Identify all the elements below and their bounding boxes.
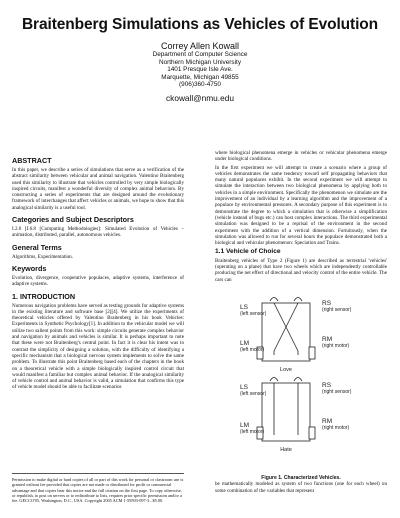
intro-text: Numerous navigation problems have served as testing grounds for adaptive systems in the existing literature and software base [2][4]. We utilize the experiments of theoretical vehicles offered by Valentino Braitenberg in his book Vehicles: Experiments in Synthetic Psychology[1]. In addition to the vehicular model we will utilize two salient points from this work: simple circuits generate complex behavior and navigation by animals and vehicles is similar. It is perhaps important to note that these were not Braitenberg's central point. In fact it is clear his intent was to contrast the simplicity of designing a solution, with the difficulty of identifying a specific mechanism that a biological nervous system implements to solve the same problem. To illustrate this point Braitenberg based each of the chapters in the book on a theoretical vehicle with a simple biologically inspired control circuit that would manifest a familiar but complex animal behavior. If the analogical similarity of vehicle control and animal behavior is valid, a simulation that confirms this type of vehicle model should be able to facilitate scenarios	[12, 302, 184, 391]
love-rs-label: RS	[322, 300, 332, 307]
figure-1	[240, 295, 390, 455]
love-lm-label: LM	[240, 340, 250, 347]
author-email[interactable]: ckowall@nmu.edu	[166, 92, 234, 103]
right-column	[215, 150, 387, 285]
love-rm-sub: (right motor)	[322, 343, 350, 349]
left-column	[12, 152, 184, 393]
hate-right-wheel	[309, 427, 315, 439]
terms-text: Algorithms, Experimentation.	[12, 253, 73, 260]
love-vehicle	[257, 298, 315, 362]
paper-header	[0, 0, 400, 103]
author-street: 1401 Presque Isle Ave.	[167, 66, 233, 74]
author-phone: (906)360-4750	[179, 81, 221, 89]
after-caption-text: be mathematically modeled as system of two functions (one for each wheel) on some combination of the variables that represent	[215, 481, 387, 494]
experiments-paragraph: In the first experiment we will attempt to create a scenario where a group of vehicles demonstrates the same tendency toward self propagating behaviors that many natural populaces exhibit. In the second experiment we will attempt to simulate the interaction between two biological phenomena by applying both to vehicles in a simple environment. Specifically the phenomenon we simulate are the improvement of an individual by a learning algorithm and the improvement of a populace by environmental pressures. A secondary purpose of this experiment is to demonstrate the degree to which a simulation that is otherwise a simplification (vehicle instead of bugs etc.) can host complex interactions. The third experimental simulation was designed to be a reprisal of the environment in the second experiment with the addition of a vertical dimension. Fortuitously, when the simulation was allowed to run for several hours the populace demonstrated both a biological and vehicular phenomenon: Speciation and Trains.	[215, 164, 387, 247]
intro-heading: 1. INTRODUCTION	[12, 291, 76, 301]
hate-rs-sub: (right sensor)	[322, 389, 352, 395]
hate-lm-sub: (left motor)	[240, 429, 265, 435]
hate-right-sensor	[294, 378, 302, 382]
vehicle-choice-text: Braitenberg vehicles of Type 2 (Figure 1) are described as terrestrial 'vehicles' (operating on a plane) that have two wheels which are independently controllable producing the net effect of directional and velocity control of the entire vehicle. The cars can	[215, 257, 387, 283]
love-vehicle-body	[262, 303, 310, 361]
author-city: Marquette, Michigan 49855	[161, 73, 239, 81]
figure-caption-block	[215, 475, 387, 494]
hate-left-sensor	[270, 378, 278, 382]
hate-vehicle-body	[262, 383, 310, 441]
hate-ls-label: LS	[240, 384, 248, 391]
love-right-wheel	[309, 347, 315, 359]
abstract-heading: ABSTRACT	[12, 156, 52, 165]
hate-caption: Hate	[280, 447, 292, 453]
copyright-footnote: Permission to make digital or hard copies of all or part of this work for personal or classroom use is granted without fee provided that copies are not made or distributed for profit or commercial advantage and that copies bear this notice and the full citation on the first page. To copy otherwise, or republish, to post on servers or to redistribute to lists, requires prior specific permission and/or a fee. GECCO'05, Washington, D.C., USA. Copyright 2005 ACM 1-59593-097-3...$5.00.	[12, 473, 184, 503]
love-left-sensor	[270, 298, 278, 302]
keywords-heading: Keywords	[12, 263, 47, 273]
vehicle-choice-heading: 1.1 Vehicle of Choice	[215, 248, 281, 256]
love-ls-sub: (left sensor)	[240, 311, 267, 317]
figure-1-caption: Figure 1. Characterized Vehicles.	[261, 475, 341, 481]
vehicle-diagram	[240, 295, 390, 455]
author-department: Department of Computer Science	[152, 51, 248, 58]
love-lm-sub: (left motor)	[240, 347, 265, 353]
hate-rm-label: RM	[322, 418, 333, 425]
paper-title: Braitenberg Simulations as Vehicles of Evolution	[21, 16, 379, 33]
love-right-sensor	[294, 298, 302, 302]
love-caption: Love	[280, 367, 292, 373]
hate-vehicle	[257, 378, 315, 442]
terms-heading: General Terms	[12, 242, 62, 252]
hate-ls-sub: (left sensor)	[240, 391, 267, 397]
categories-text: I.2.0 [I.6.8 [Computing Methodologies]: Simulated Evolution of Vehicles – animation, distributed, parallel, autonomous vehicles.	[12, 226, 184, 239]
hate-rs-label: RS	[322, 382, 332, 389]
hate-rm-sub: (right motor)	[322, 425, 350, 431]
author-name: Correy Allen Kowall	[160, 41, 240, 51]
author-university: Northern Michigan University	[158, 58, 242, 66]
intro-continuation: where biological phenomena emerge in vehicles or vehicular phenomena emerge under biological conditions.	[215, 150, 387, 163]
love-rs-sub: (right sensor)	[322, 307, 352, 313]
categories-heading: Categories and Subject Descriptors	[12, 215, 134, 225]
keywords-text: Evolution, divergence, cooperative populaces, adaptive systems, interference of adaptive systems.	[12, 274, 184, 288]
love-rm-label: RM	[322, 336, 333, 343]
abstract-text: In this paper, we describe a series of simulations that serve as a verification of the abstract similarity between vehicular and animal navigation. Valentino Braitenberg used this similarity to illustrate that vehicles controlled by very simple biologically inspired circuits, manifest a wonderful diversity of complex animal behaviors. By constructing a series of experiments that are designed around the evolutionary framework of interchanges that affect vehicles or animals, we hope to show that this analogical similarity is a useful tool.	[12, 167, 184, 211]
love-ls-label: LS	[240, 304, 248, 311]
hate-lm-label: LM	[240, 422, 250, 429]
